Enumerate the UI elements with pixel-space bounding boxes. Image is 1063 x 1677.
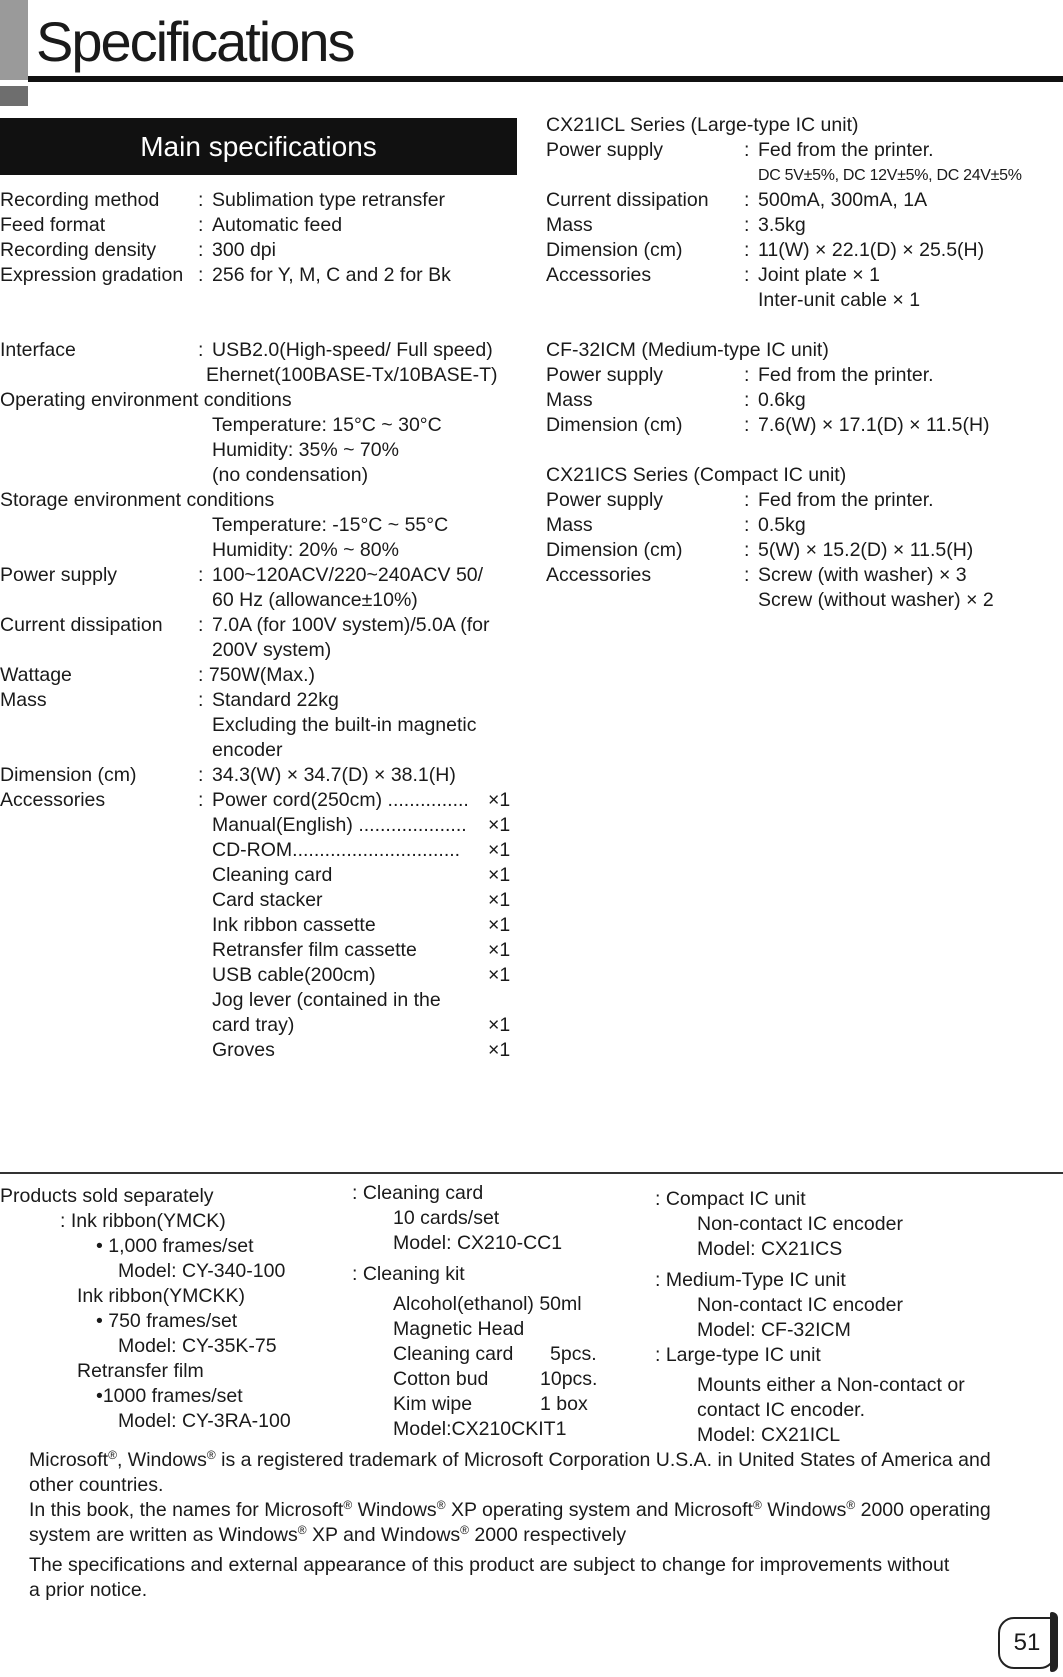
spec-colon: : [198,764,204,786]
spec-colon: : [744,264,750,286]
spec-label: Expression gradation [0,264,184,286]
product-model: Model: CY-3RA-100 [118,1410,291,1432]
accessory-name: Groves [212,1039,275,1061]
trademark-note: Microsoft®, Windows® is a registered trademark of Microsoft Corporation U.S.A. in United States of America and [29,1448,991,1471]
spec-value: Automatic feed [212,214,343,236]
spec-value: Ehernet(100BASE-Tx/10BASE-T) [206,364,498,386]
names-note: In this book, the names for Microsoft® Windows® XP operating system and Microsoft® Windows® 2000 operating [29,1498,991,1521]
spec-label: Mass [0,689,47,711]
unit-heading: CX21ICS Series (Compact IC unit) [546,464,847,486]
product-model: Model: CX21ICL [697,1424,841,1446]
spec-colon: : [744,214,750,236]
spec-colon: : [198,564,204,586]
product-detail: Cotton bud [393,1368,489,1390]
product-detail: Mounts either a Non-contact or [697,1374,965,1396]
spec-value: Inter-unit cable × 1 [758,289,921,311]
accessory-name: Power cord(250cm) ............... [212,789,469,811]
spec-label: Recording method [0,189,160,211]
spec-value: Fed from the printer. [758,139,934,161]
spec-value: 500mA, 300mA, 1A [758,189,928,211]
spec-value: : 750W(Max.) [198,664,316,686]
product-detail: Kim wipe [393,1393,473,1415]
product-detail: Non-contact IC encoder [697,1294,903,1316]
spec-label: Power supply [546,489,664,511]
product-detail: • 1,000 frames/set [96,1235,254,1257]
spec-value: Temperature: -15°C ~ 55°C [212,514,449,536]
product-item: : Ink ribbon(YMCK) [60,1210,226,1232]
product-model: Model: CX210-CC1 [393,1232,563,1254]
product-detail: Magnetic Head [393,1318,525,1340]
accessory-qty: ×1 [488,964,511,986]
names-note: system are written as Windows® XP and Windows® 2000 respectively [29,1523,627,1546]
spec-value: 60 Hz (allowance±10%) [212,589,418,611]
spec-value: 5(W) × 15.2(D) × 11.5(H) [758,539,974,561]
spec-value: Humidity: 20% ~ 80% [212,539,399,561]
product-item: : Cleaning card [352,1182,484,1204]
accessory-qty: ×1 [488,864,511,886]
change-note: The specifications and external appearance of this product are subject to change for improvements without [29,1554,950,1576]
spec-label: Mass [546,389,593,411]
product-detail: • 750 frames/set [96,1310,238,1332]
spec-value: USB2.0(High-speed/ Full speed) [212,339,493,361]
accessory-name: card tray) [212,1014,295,1036]
spec-label: Dimension (cm) [0,764,137,786]
spec-label: Dimension (cm) [546,239,683,261]
spec-label: Power supply [0,564,118,586]
spec-value: 100~120ACV/220~240ACV 50/ [212,564,484,586]
unit-heading: CX21ICL Series (Large-type IC unit) [546,114,859,136]
accessory-name: Jog lever (contained in the [212,989,441,1011]
accessory-name: Retransfer film cassette [212,939,417,961]
spec-colon: : [744,514,750,536]
spec-colon: : [198,189,204,211]
spec-value: Humidity: 35% ~ 70% [212,439,399,461]
accessory-qty: ×1 [488,914,511,936]
accessory-name: Card stacker [212,889,323,911]
spec-colon: : [198,239,204,261]
spec-value: Temperature: 15°C ~ 30°C [212,414,442,436]
product-model: Model: CY-340-100 [118,1260,286,1282]
section-banner: Main specifications [0,118,517,175]
products-heading: Products sold separately [0,1185,214,1207]
main-specs [0,188,520,1088]
spec-colon: : [744,414,750,436]
spec-colon: : [198,789,204,811]
spec-value: 300 dpi [212,239,276,261]
title-rule [28,76,1063,82]
accessory-qty: ×1 [488,839,511,861]
spec-colon: : [198,339,204,361]
spec-colon: : [198,214,204,236]
spec-label: Mass [546,214,593,236]
accessory-qty: ×1 [488,789,511,811]
ic-unit-specs [546,113,1063,613]
spec-value: DC 5V±5%, DC 12V±5%, DC 24V±5% [758,167,1022,184]
spec-label: Dimension (cm) [546,414,683,436]
spec-colon: : [744,364,750,386]
spec-value: Fed from the printer. [758,489,934,511]
spec-label: Accessories [0,789,106,811]
spec-colon: : [744,489,750,511]
accessory-name: Cleaning card [212,864,333,886]
spec-label: Dimension (cm) [546,539,683,561]
product-model: Model: CF-32ICM [697,1319,851,1341]
spec-value: encoder [212,739,283,761]
trademark-note: other countries. [29,1474,164,1496]
product-item: : Cleaning kit [352,1263,465,1285]
page-title: Specifications [36,10,354,73]
spec-label: Current dissipation [0,614,163,636]
product-item: : Large-type IC unit [655,1344,821,1366]
spec-label: Accessories [546,564,652,586]
spec-colon: : [744,139,750,161]
section-divider [0,1172,1063,1174]
spec-value: 7.6(W) × 17.1(D) × 11.5(H) [758,414,990,436]
header-grey-bar [0,0,28,80]
spec-value: 0.5kg [758,514,806,536]
accessory-qty: ×1 [488,1039,511,1061]
spec-value: Fed from the printer. [758,364,934,386]
spec-label: Power supply [546,139,664,161]
product-qty: 10pcs. [540,1368,598,1390]
product-item: : Compact IC unit [655,1188,806,1210]
spec-value: 256 for Y, M, C and 2 for Bk [212,264,451,286]
product-model: Model: CY-35K-75 [118,1335,277,1357]
spec-colon: : [198,689,204,711]
spec-value: Standard 22kg [212,689,339,711]
spec-colon: : [198,614,204,636]
spec-label: Recording density [0,239,157,261]
spec-value: Excluding the built-in magnetic [212,714,477,736]
accessory-name: Manual(English) .................... [212,814,467,836]
spec-label: Interface [0,339,76,361]
accessory-qty: ×1 [488,889,511,911]
product-detail: •1000 frames/set [96,1385,243,1407]
product-item: : Medium-Type IC unit [655,1269,846,1291]
spec-value: 11(W) × 22.1(D) × 25.5(H) [758,239,985,261]
spec-value: 3.5kg [758,214,806,236]
accessory-name: CD-ROM............................... [212,839,461,861]
spec-label: Storage environment conditions [0,489,275,511]
product-item: Ink ribbon(YMCKK) [77,1285,245,1307]
accessory-qty: ×1 [488,814,511,836]
spec-colon: : [744,539,750,561]
spec-colon: : [744,189,750,211]
product-item: Retransfer film [77,1360,204,1382]
spec-label: Feed format [0,214,106,236]
product-detail: contact IC encoder. [697,1399,866,1421]
product-model: Model:CX210CKIT1 [393,1418,567,1440]
spec-colon: : [744,389,750,411]
spec-value: 34.3(W) × 34.7(D) × 38.1(H) [212,764,456,786]
accessory-name: Ink ribbon cassette [212,914,376,936]
spec-colon: : [744,564,750,586]
spec-value: Screw (without washer) × 2 [758,589,994,611]
spec-label: Mass [546,514,593,536]
spec-label: Accessories [546,264,652,286]
spec-label: Current dissipation [546,189,709,211]
spec-value: 0.6kg [758,389,806,411]
page-number: 51 [998,1617,1056,1669]
spec-label: Operating environment conditions [0,389,292,411]
spec-value: 7.0A (for 100V system)/5.0A (for [212,614,490,636]
product-detail: Cleaning card [393,1343,514,1365]
unit-heading: CF-32ICM (Medium-type IC unit) [546,339,829,361]
accessory-qty: ×1 [488,939,511,961]
accessory-qty: ×1 [488,1014,511,1036]
product-qty: 1 box [540,1393,588,1415]
change-note: a prior notice. [29,1579,148,1601]
spec-value: Screw (with washer) × 3 [758,564,967,586]
product-detail: 10 cards/set [393,1207,500,1229]
spec-value: Joint plate × 1 [758,264,880,286]
spec-colon: : [198,264,204,286]
spec-colon: : [744,239,750,261]
spec-value: (no condensation) [212,464,369,486]
spec-label: Wattage [0,664,72,686]
spec-label: Power supply [546,364,664,386]
product-model: Model: CX21ICS [697,1238,843,1260]
header-grey-square [0,86,28,106]
accessory-name: USB cable(200cm) [212,964,376,986]
spec-value: 200V system) [212,639,332,661]
product-detail: Non-contact IC encoder [697,1213,903,1235]
product-detail: Alcohol(ethanol) 50ml [393,1293,582,1315]
spec-value: Sublimation type retransfer [212,189,446,211]
product-qty: 5pcs. [550,1343,597,1365]
